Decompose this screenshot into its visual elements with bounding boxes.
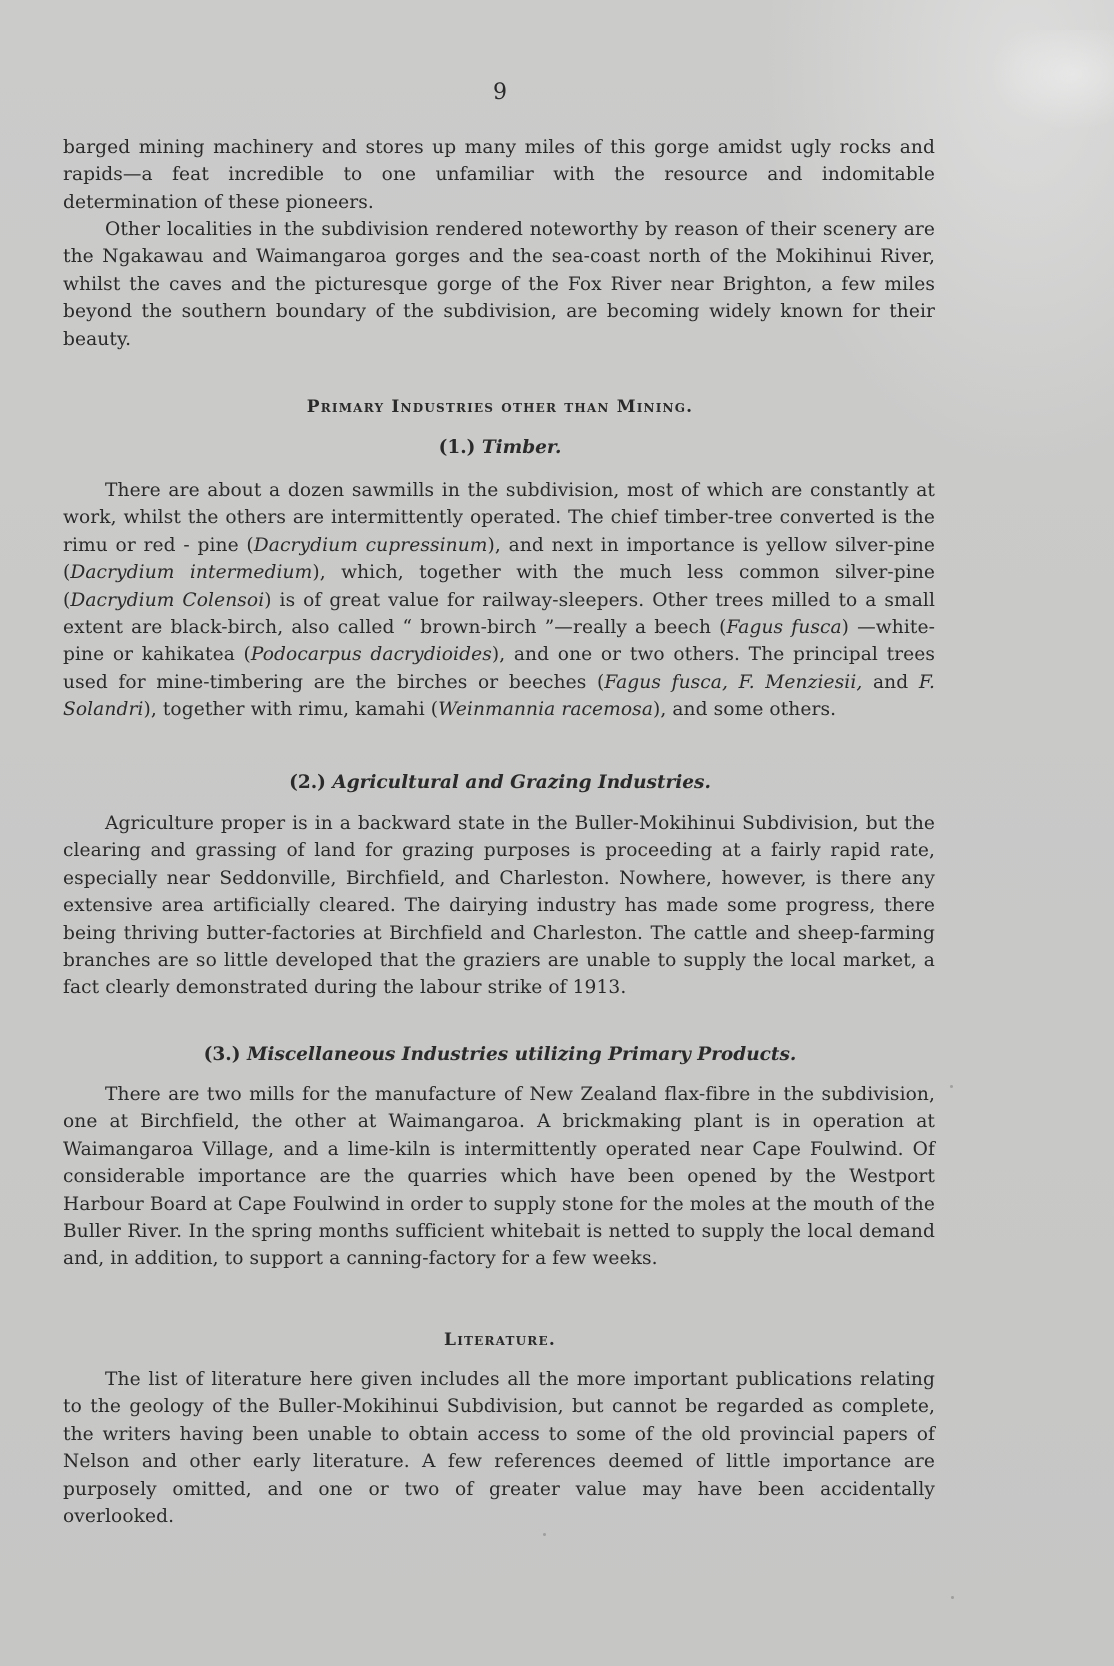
paragraph-miscellaneous: There are two mills for the manufacture of New Zealand flax-fibre in the subdivision, one at Birchfield, the other at Waimangaroa. A brickmaking plant is in operation at Waimangaroa Village, and a lime-kiln is intermittently operated near Cape Foulwind. Of considerable importance are the quarries which have been opened by the Westport Harbour Board at Cape Foulwind in order to supply stone for the moles at the mouth of the Buller River. In the spring months sufficient whitebait is netted to supply the local demand and, in addition, to support a canning-factory for a few weeks.	[63, 1084, 935, 1270]
subheading-number: (2.)	[289, 772, 326, 793]
species-name: Fagus fusca	[726, 617, 842, 639]
subheading-title: Timber.	[481, 437, 562, 458]
paragraph-literature: The list of literature here given includes all the more important publications relating to the geology of the Buller-Mokihinui Subdivision, but cannot be regarded as complete, the writers having been unable to obtain access to some of the old provincial papers of Nelson and other early literature. A few references deemed of little importance are purposely omitted, and one or two of greater value may have been accidentally overlooked.	[63, 1369, 935, 1528]
section-heading-primary-industries: Primary Industries other than Mining.	[306, 397, 694, 417]
paragraph-timber: There are about a dozen sawmills in the subdivision, most of which are constantly at work, whilst the others are intermittently operated. The chief timber-tree converted is the rimu or red - pine (Dacrydium cupressinum), and next in importance is yellow silver-pine (Dacrydium intermedium), which, together with the much less common silver-pine (Dacrydium Colensoi) is of great value for railway-sleepers. Other trees milled to a small extent are black-birch, also called “ brown-birch ”—really a beech (Fagus fusca) —white-pine or kahikatea (Podocarpus dacrydioides), and one or two others. The principal trees used for mine-timbering are the birches or beeches (Fagus fusca, F. Menziesii, and F. Solandri), together with rimu, kamahi (Weinmannia racemosa), and some others.	[63, 480, 936, 721]
paper-speck	[950, 1085, 953, 1088]
subheading-number: (3.)	[203, 1044, 241, 1065]
species-name: Dacrydium cupressinum	[253, 534, 488, 556]
subheading-title: Miscellaneous Industries utilizing Primary Products.	[246, 1044, 797, 1065]
species-name: Fagus fusca, F. Menziesii,	[604, 671, 863, 693]
subheading-timber	[0, 437, 1000, 458]
section-heading-literature: Literature.	[444, 1330, 556, 1350]
subheading-title: Agricultural and Grazing Industries.	[332, 772, 711, 793]
species-name: F. Solandri	[63, 671, 935, 721]
paper-speck	[951, 1596, 954, 1599]
page-number: 9	[493, 80, 507, 105]
paragraph-gorge-continued: barged mining machinery and stores up many miles of this gorge amidst ugly rocks and rapids—a feat incredible to one unfamiliar with the resource and indomitable determination of these pioneers.	[63, 137, 935, 213]
species-name: Weinmannia racemosa	[438, 699, 653, 721]
paragraph-agriculture: Agriculture proper is in a backward state in the Buller-Mokihinui Subdivision, but the clearing and grassing of land for grazing purposes is proceeding at a fairly rapid rate, especially near Seddonville, Birchfield, and Charleston. Nowhere, however, is there any extensive area artificially cleared. The dairying industry has made some progress, there being thriving butter-factories at Birchfield and Charleston. The cattle and sheep-farming branches are so little developed that the graziers are unable to supply the local market, a fact clearly demonstrated during the labour strike of 1913.	[63, 813, 935, 999]
paragraph-scenery: Other localities in the subdivision rendered noteworthy by reason of their scenery are the Ngakawau and Waimangaroa gorges and the sea-coast north of the Mokihinui River, whilst the caves and the picturesque gorge of the Fox River near Brighton, a few miles beyond the southern boundary of the subdivision, are becoming widely known for their beauty.	[63, 219, 935, 350]
subheading-number: (1.)	[438, 437, 476, 458]
subheading-miscellaneous	[0, 1044, 1000, 1065]
species-name: Dacrydium Colensoi	[70, 589, 265, 611]
subheading-agriculture	[0, 772, 1000, 793]
species-name: Dacrydium intermedium	[70, 562, 313, 584]
paper-speck	[543, 1533, 546, 1536]
species-name: Podocarpus dacrydioides	[250, 644, 492, 666]
